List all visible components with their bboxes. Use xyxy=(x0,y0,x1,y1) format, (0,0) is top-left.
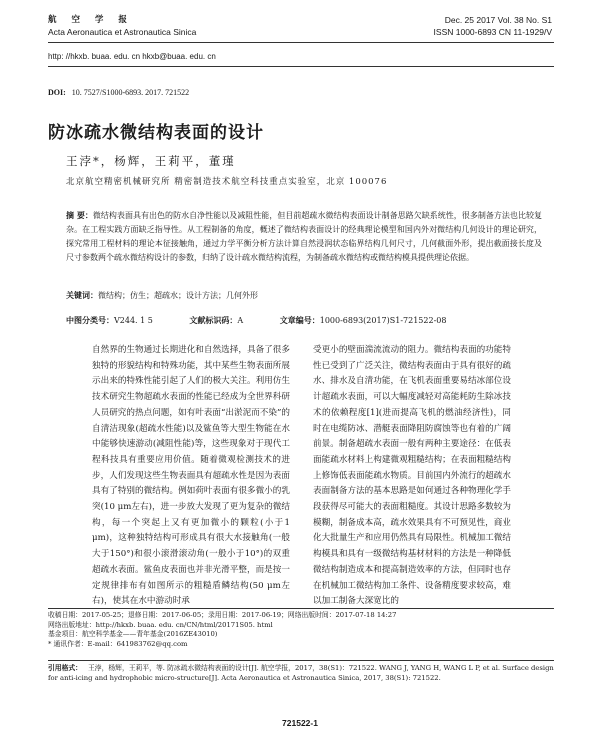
article-no-label: 文章编号： xyxy=(279,315,320,325)
doi-label: DOI: xyxy=(48,88,66,97)
journal-header-left xyxy=(48,14,196,38)
abstract-label: 摘 要： xyxy=(66,210,93,220)
page-number: 721522-1 xyxy=(282,718,318,728)
doc-code-label: 文献标识码： xyxy=(189,315,238,325)
journal-header-right xyxy=(434,14,552,38)
body-column-right xyxy=(313,343,511,610)
article-no-value: 1000-6893(2017)S1-721522-08 xyxy=(319,316,447,325)
doc-code-value: A xyxy=(237,316,244,325)
citation-format xyxy=(48,664,554,683)
footnote-fund: 基金项目：航空科学基金——青年基金(2016ZE43010) xyxy=(48,630,218,638)
header-rule xyxy=(48,42,554,43)
keywords-label: 关键词： xyxy=(66,290,98,300)
article-title: 防冰疏水微结构表面的设计 xyxy=(48,123,264,143)
citation-label: 引用格式： xyxy=(48,664,82,672)
article-authors: 王浡*，杨辉，王莉平，董瑾 xyxy=(66,154,236,168)
footnote-dates: 收稿日期：2017-05-25；退修日期：2017-06-05；录用日期：2017-06-19；网络出版时间：2017-07-18 14:27 xyxy=(48,611,397,619)
keywords xyxy=(66,290,258,301)
journal-name-en: Acta Aeronautica et Astronautica Sinica xyxy=(48,27,197,37)
citation-rule xyxy=(48,660,554,661)
body-column-left xyxy=(92,343,290,610)
footnote-online-url[interactable]: 网络出版地址：http://hkxb. buaa. edu. cn/CN/html/20171S05. html xyxy=(48,620,273,629)
body-text-left: 自然界的生物通过长期进化和自然选择，具备了很多独特的形貌结构和特殊功能，其中某些生物表面所展示出来的特殊性能引起了人们的极大关注。利用仿生技术研究生物超疏水表面的性能已经成为全世界科研人员研究的热点问题，如有叶表面“出淤泥而不染”的自清洁现象(超疏水性能)以及鲨鱼等大型生物能在水中能够快速游动(减阻性能)等，这些现象对于现代工程科技具有重要应用价值。随着微观检测技术的进步，人们发现这些生物表面具有超疏水性是因为表面具有了特别的微结构。例如荷叶表面有很多微小的乳突(10 μm左右)，进一步放大发现了更为复杂的微结构，每一个突起上又有更加微小的颗粒(小于1 μm)，这种独特结构可形成具有很大水接触角(一般大于150°)和很小滚滑滚动角(一般小于10°)的双重超疏水表面。鲨鱼皮表面也并非光滑平整，而是按一定规律排布有如图所示的粗糙盾鳞结构(50 μm左右)，使其在水中游动时承 xyxy=(92,345,290,607)
footnote-rule xyxy=(48,608,554,609)
abstract xyxy=(66,208,542,265)
issn-cn: ISSN 1000-6893 CN 11-1929/V xyxy=(433,27,552,37)
author-affiliation: 北京航空精密机械研究所 精密制造技术航空科技重点实验室，北京 100076 xyxy=(66,177,388,187)
header-rule-lower xyxy=(48,66,554,67)
doi-value[interactable]: 10. 7527/S1000-6893. 2017. 721522 xyxy=(71,88,190,97)
clc-label: 中图分类号： xyxy=(66,315,114,325)
clc-value: V244. 1 5 xyxy=(114,316,153,325)
journal-url[interactable]: http: //hkxb. buaa. edu. cn hkxb@buaa. edu. cn xyxy=(48,52,216,61)
abstract-text: 微结构表面具有出色的防水自净性能以及减阻性能，但目前超疏水微结构表面设计制备思路欠缺系统性，很多制备方法也比较复杂。在工程实践方面缺乏指导性。从工程制备的角度，概述了微结构表面设计的经典理论模型和国内外对微结构几何设计的理论研究，探究常用工程材料的理论本征接触角，通过力学平衡分析方法计算自然浸润状态临界结构几何尺寸，几何截面外形，提出截面接长度及尺寸参数两个疏水微结构设计的参数，归纳了设计疏水微结构流程，为制备疏水微结构或微结构模具提供理论依据。 xyxy=(66,211,542,262)
article-meta xyxy=(66,315,542,326)
issue-date-volume: Dec. 25 2017 Vol. 38 No. S1 xyxy=(444,15,552,25)
citation-text: 王浡，杨辉，王莉平，等. 防冰疏水微结构表面的设计[J]. 航空学报，2017，38(S1)：721522. WANG J, YANG H, WANG L P, et al. Surface design for anti-icing and hydrophobic micro-structure[J]. Acta Aeronautica et Astronautica Sinica, 2017, 38(S1): 721522. xyxy=(48,664,554,682)
doi-line xyxy=(48,88,189,97)
footnote xyxy=(48,611,554,649)
keywords-text: 微结构；仿生；超疏水；设计方法；几何外形 xyxy=(98,291,258,300)
footnote-correspondence: * 通讯作者：E-mail：641983762@qq.com xyxy=(48,639,188,648)
journal-name-cn: 航 空 学 报 xyxy=(48,15,133,25)
body-text-right: 受更小的壁面湍流流动的阻力。微结构表面的功能特性已受到了广泛关注，微结构表面由于具有很好的疏水、排水及自清功能，在飞机表面重要易结冰部位设计超疏水表面，可以大幅度减轻对高能耗防生除冰技术的依赖程度[1](进而提高飞机的燃油经济性)，同时在电缆防冰、潜艇表面降阻防腐蚀等也有着的广阔前景。制备超疏水表面一般有两种主要途径：在低表面能疏水材料上构建微观粗糙结构；在表面粗糙结构上修饰低表面能疏水物质。目前国内外流行的超疏水表面制备方法的基本思路是如何通过各种物理化学手段获得尽可能大的表面粗糙度。其设计思路多数较为模糊，制备成本高，疏水效果具有不可预见性，商业化大批量生产和应用仍然具有局限性。机械加工微结构模具和具有一级微结构基材材料的方法是一种降低微结构制造成本和提高制造效率的方法，但同时也存在机械加工微结构加工条件、设备精度要求较高，难以加工制备大深宽比的 xyxy=(313,345,511,607)
